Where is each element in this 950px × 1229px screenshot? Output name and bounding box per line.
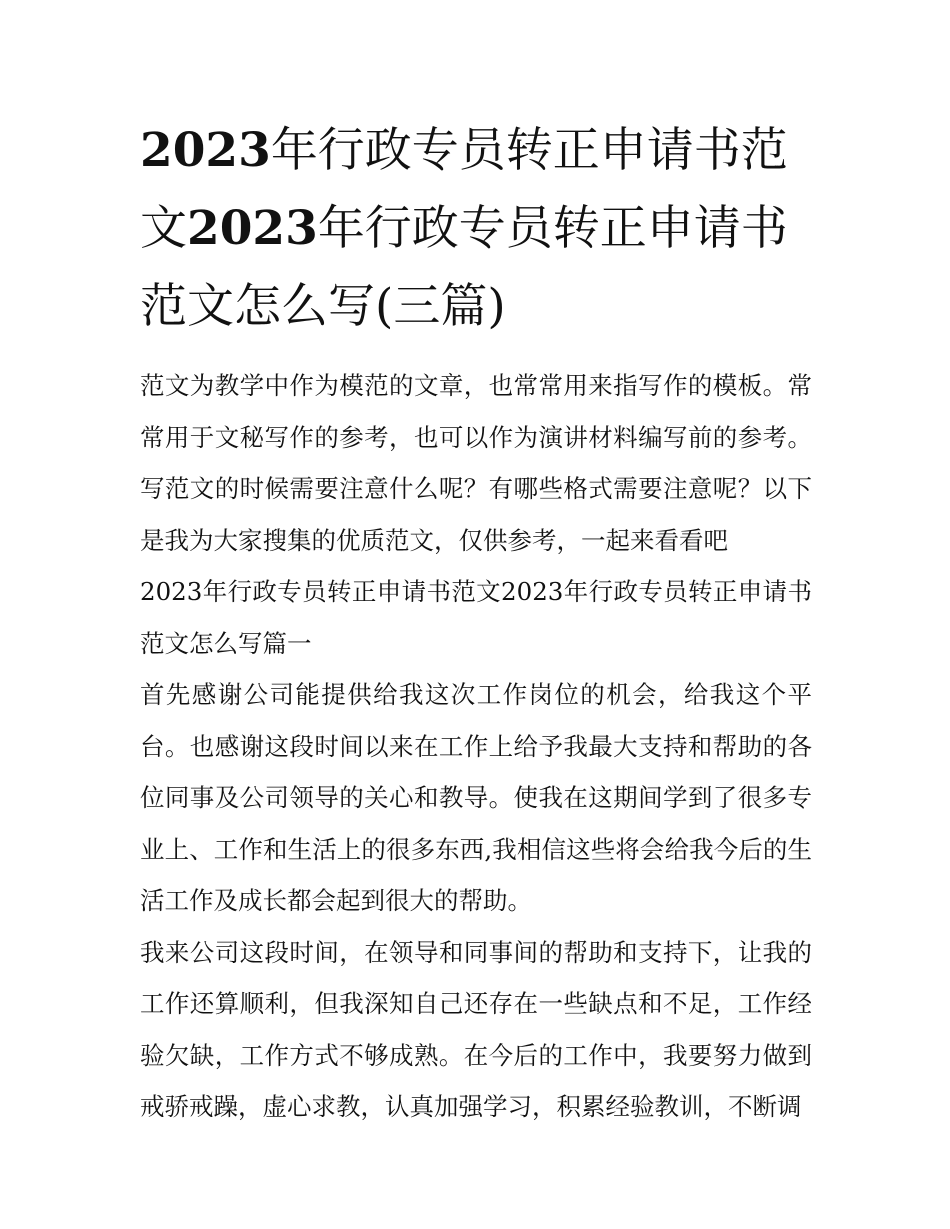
- section-heading: 2023年行政专员转正申请书范文2023年行政专员转正申请书范文怎么写篇一: [140, 577, 812, 658]
- intro-paragraph: 范文为教学中作为模范的文章，也常常用来指写作的模板。常常用于文秘写作的参考，也可以作为演讲材料编写前的参考。写范文的时候需要注意什么呢？有哪些格式需要注意呢？以下是我为大家搜集的优质范文，仅供参考，一起来看看吧: [140, 371, 812, 555]
- document-title: 2023年行政专员转正申请书范文2023年行政专员转正申请书范文怎么写(三篇): [140, 123, 788, 334]
- document-page: [140, 112, 812, 1133]
- body-paragraph: 首先感谢公司能提供给我这次工作岗位的机会，给我这个平台。也感谢这段时间以来在工作上给予我最大支持和帮助的各位同事及公司领导的关心和教导。使我在这期间学到了很多专业上、工作和生活上的很多东西,我相信这些将会给我今后的生活工作及成长都会起到很大的帮助。: [140, 680, 812, 915]
- body-paragraph: 我来公司这段时间，在领导和同事间的帮助和支持下，让我的工作还算顺利，但我深知自己还存在一些缺点和不足，工作经验欠缺，工作方式不够成熟。在今后的工作中，我要努力做到戒骄戒躁，虚心求教，认真加强学习，积累经验教训，不断调: [140, 937, 812, 1121]
